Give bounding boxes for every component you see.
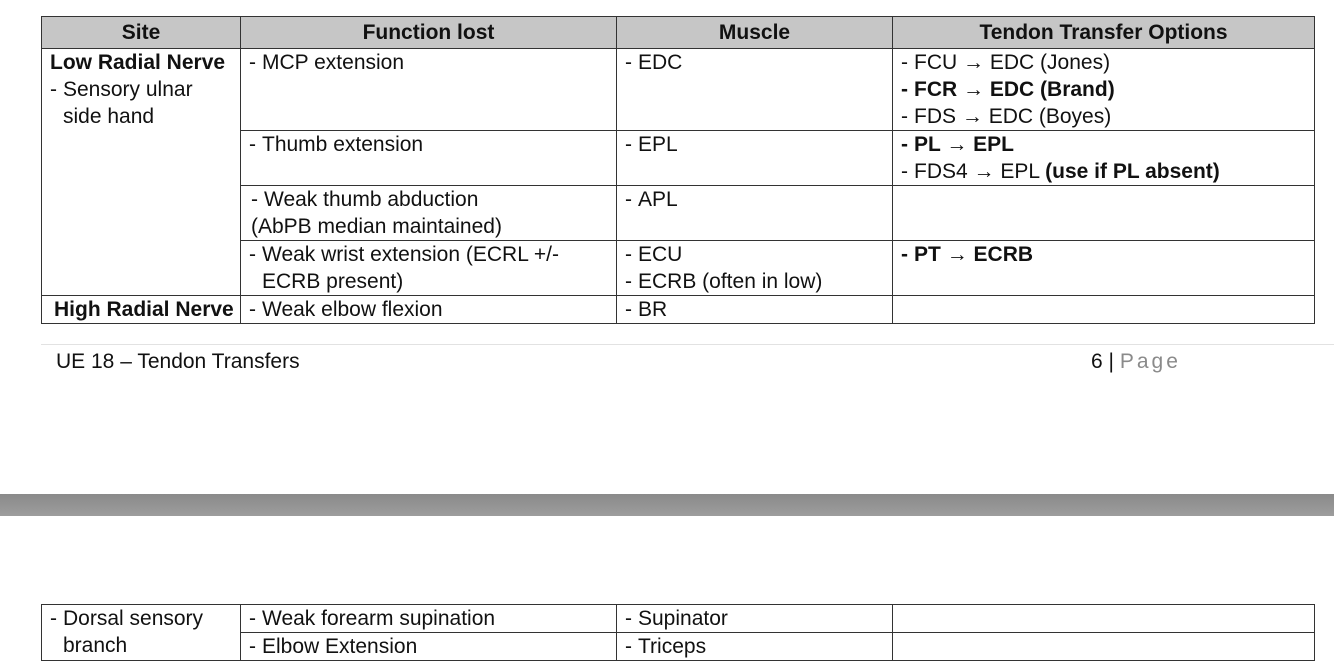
arrow-right-icon: → <box>946 133 968 156</box>
tendon-transfer-table-continued <box>41 604 1315 661</box>
site-cell-high-radial: High Radial Nerve <box>42 296 241 324</box>
options-cell <box>893 49 1315 131</box>
footer-divider <box>41 344 1334 345</box>
site-cell-dorsal-sensory: - Dorsal sensory branch <box>42 605 241 661</box>
arrow-right-icon: → <box>946 243 968 266</box>
tendon-transfer-table <box>41 16 1315 324</box>
transfer-option: - FCR → EDC (Brand) <box>901 76 1306 103</box>
muscle-cell: - Triceps <box>617 633 893 661</box>
options-cell <box>893 633 1315 661</box>
muscle-cell: - BR <box>617 296 893 324</box>
options-cell <box>893 605 1315 633</box>
function-cell: - Elbow Extension <box>241 633 617 661</box>
transfer-option: - FDS4 → EPL (use if PL absent) <box>901 158 1306 185</box>
options-cell <box>893 241 1315 296</box>
table-row <box>42 49 1315 131</box>
muscle-cell: - APL <box>617 186 893 241</box>
site-cell-low-radial <box>42 49 241 296</box>
page-number: 6 | Page <box>1091 350 1181 373</box>
options-cell <box>893 296 1315 324</box>
header-site: Site <box>42 17 241 49</box>
header-muscle: Muscle <box>617 17 893 49</box>
options-cell <box>893 186 1315 241</box>
site-subnote: - Sensory ulnar side hand <box>50 76 232 130</box>
transfer-option: - FCU → EDC (Jones) <box>901 49 1306 76</box>
muscle-cell: - EPL <box>617 131 893 186</box>
muscle-cell: - EDC <box>617 49 893 131</box>
header-transfer-options: Tendon Transfer Options <box>893 17 1315 49</box>
options-cell <box>893 131 1315 186</box>
header-function-lost: Function lost <box>241 17 617 49</box>
arrow-right-icon: → <box>963 51 985 74</box>
table-header-row <box>42 17 1315 49</box>
function-cell: - Weak wrist extension (ECRL +/- ECRB present) <box>241 241 617 296</box>
table-row <box>42 605 1315 633</box>
page-separator <box>0 494 1334 516</box>
function-cell: - Weak elbow flexion <box>241 296 617 324</box>
arrow-right-icon: → <box>963 78 985 101</box>
arrow-right-icon: → <box>961 105 983 128</box>
function-cell: - Weak forearm supination <box>241 605 617 633</box>
footer-title: UE 18 – Tendon Transfers <box>56 350 300 373</box>
function-cell: - Thumb extension <box>241 131 617 186</box>
muscle-cell: - ECU - ECRB (often in low) <box>617 241 893 296</box>
table-row <box>42 296 1315 324</box>
transfer-option: - FDS → EDC (Boyes) <box>901 103 1306 130</box>
function-cell: - Weak thumb abduction (AbPB median maintained) <box>241 186 617 241</box>
muscle-cell: - Supinator <box>617 605 893 633</box>
transfer-option: - PL → EPL <box>901 131 1306 158</box>
arrow-right-icon: → <box>973 160 995 183</box>
site-name: Low Radial Nerve <box>50 51 226 74</box>
transfer-option: - PT → ECRB <box>901 241 1306 268</box>
function-cell: - MCP extension <box>241 49 617 131</box>
